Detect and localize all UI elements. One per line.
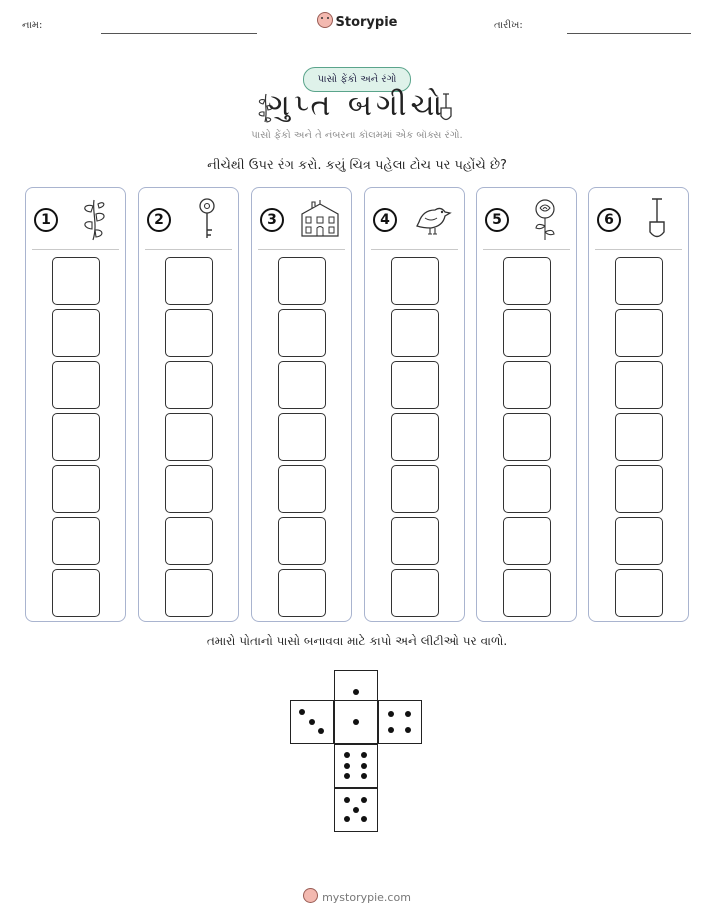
color-box[interactable] [391,257,439,305]
die-pip [361,797,367,803]
color-box[interactable] [503,361,551,409]
die-pip [299,709,305,715]
die-pip [344,797,350,803]
key-icon [187,196,227,242]
column-4 [364,187,465,622]
color-box[interactable] [52,309,100,357]
column-2 [138,187,239,622]
color-box[interactable] [615,569,663,617]
color-box[interactable] [615,465,663,513]
color-box[interactable] [165,361,213,409]
column-number: 1 [34,208,58,232]
page-title: ગુપ્ત બગીચો [268,88,446,123]
color-box[interactable] [165,257,213,305]
mansion-icon [300,196,340,242]
die-face-6 [334,744,378,788]
cut-instruction: તમારો પોતાનો પાસો બનાવવા માટે કાપો અને લીટીઓ પર વાળો. [206,634,508,648]
color-box[interactable] [391,413,439,461]
color-box[interactable] [503,309,551,357]
storypie-logo-icon [317,12,333,28]
column-number: 6 [597,208,621,232]
color-box[interactable] [278,309,326,357]
color-box[interactable] [165,569,213,617]
brand-name: Storypie [335,15,398,30]
color-box[interactable] [278,361,326,409]
color-box[interactable] [503,465,551,513]
column-divider [258,249,345,250]
die-pip [344,763,350,769]
die-pip [405,727,411,733]
color-box[interactable] [615,361,663,409]
column-divider [32,249,119,250]
color-box[interactable] [503,517,551,565]
die-pip [361,773,367,779]
bird-icon [413,196,453,242]
date-line[interactable] [567,33,691,34]
footer-url[interactable]: mystorypie.com [322,891,411,904]
color-box[interactable] [278,413,326,461]
column-6 [588,187,689,622]
die-pip [344,816,350,822]
die-pip [361,816,367,822]
column-3 [251,187,352,622]
storypie-footer-logo-icon [303,888,318,903]
column-divider [483,249,570,250]
color-box[interactable] [278,465,326,513]
color-box[interactable] [165,309,213,357]
color-box[interactable] [52,413,100,461]
die-pip [344,752,350,758]
color-box[interactable] [391,569,439,617]
ivy-leaves-icon [74,196,114,242]
activity-pill: પાસો ફેંકો અને રંગો [303,67,411,92]
color-box[interactable] [503,413,551,461]
die-pip [353,807,359,813]
die-pip [309,719,315,725]
die-pip [405,711,411,717]
die-pip [353,719,359,725]
name-label: નામ: [22,20,43,31]
color-box[interactable] [391,517,439,565]
column-divider [371,249,458,250]
shovel-icon [637,196,677,242]
die-pip [388,711,394,717]
color-box[interactable] [391,465,439,513]
color-box[interactable] [391,309,439,357]
name-line[interactable] [101,33,257,34]
rose-icon [525,196,565,242]
color-box[interactable] [503,257,551,305]
column-1 [25,187,126,622]
die-face-1 [334,700,378,744]
column-5 [476,187,577,622]
die-pip [353,689,359,695]
column-divider [595,249,682,250]
color-box[interactable] [278,257,326,305]
die-pip [344,773,350,779]
die-pip [361,763,367,769]
color-box[interactable] [391,361,439,409]
color-box[interactable] [278,569,326,617]
question: નીચેથી ઉપર રંગ કરો. કયું ચિત્ર પહેલા ટોચ પર પહોંચે છે? [207,158,507,173]
color-box[interactable] [615,309,663,357]
color-box[interactable] [52,517,100,565]
die-pip [388,727,394,733]
die-face-5 [334,788,378,832]
color-box[interactable] [165,465,213,513]
color-box[interactable] [165,517,213,565]
die-pip [318,728,324,734]
column-number: 5 [485,208,509,232]
color-box[interactable] [503,569,551,617]
color-box[interactable] [615,413,663,461]
die-pip [361,752,367,758]
shovel-title-icon [436,92,456,124]
color-box[interactable] [52,361,100,409]
color-box[interactable] [615,257,663,305]
brand [0,12,714,30]
color-box[interactable] [52,257,100,305]
color-box[interactable] [278,517,326,565]
color-box[interactable] [615,517,663,565]
column-number: 4 [373,208,397,232]
column-number: 3 [260,208,284,232]
date-label: તારીખ: [494,20,523,31]
die-face-4 [378,700,422,744]
subtitle: પાસો ફેંકો અને તે નંબરના કૉલમમાં એક બૉક્સ રંગો. [251,130,463,141]
color-box[interactable] [52,569,100,617]
color-box[interactable] [165,413,213,461]
column-divider [145,249,232,250]
color-box[interactable] [52,465,100,513]
footer [0,888,714,904]
column-number: 2 [147,208,171,232]
die-face-3 [290,700,334,744]
